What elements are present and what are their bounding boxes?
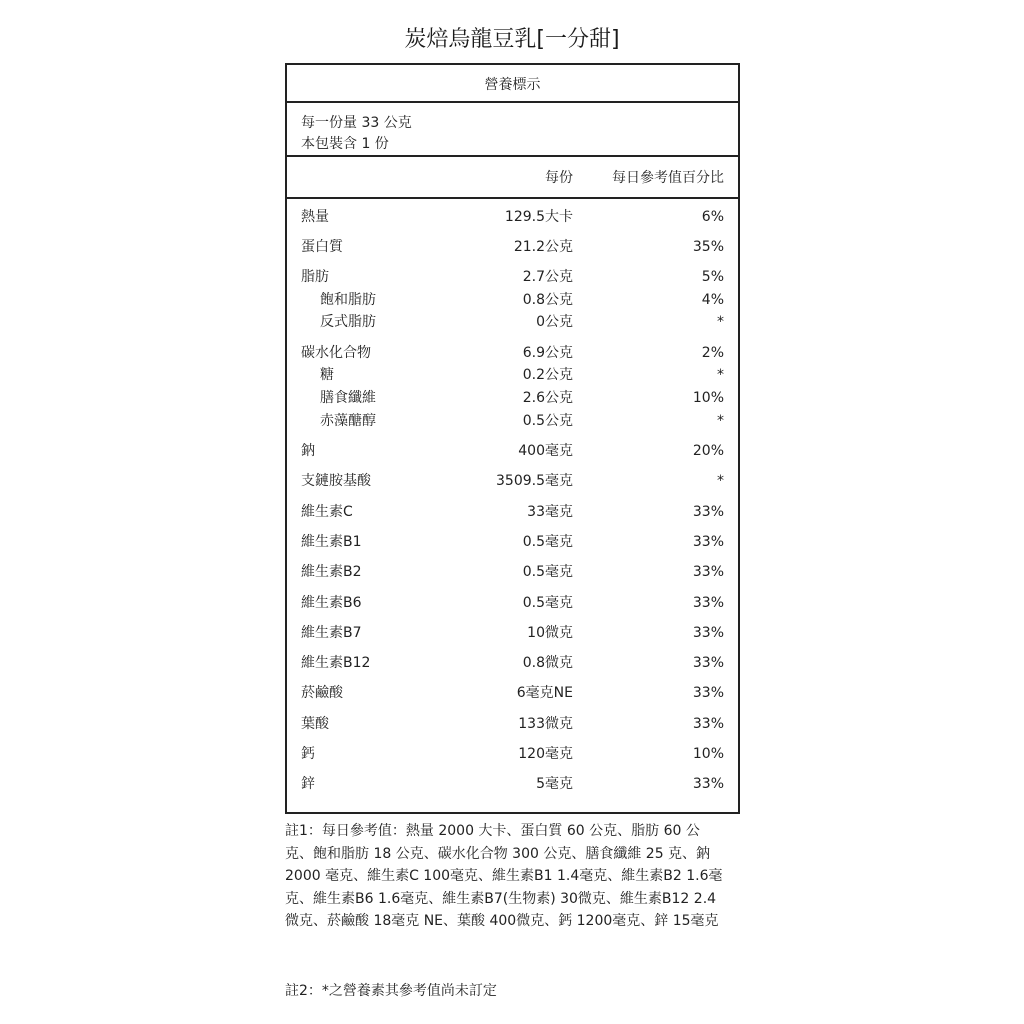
nutrient-daily-pct: 6% [701, 209, 724, 225]
nutrient-amount: 5毫克 [536, 776, 573, 792]
nutrient-row [287, 744, 738, 764]
nutrient-name: 維生素B1 [301, 534, 362, 550]
nutrient-daily-pct: 10% [692, 746, 724, 762]
nutrient-amount: 0.8公克 [522, 292, 573, 308]
nutrient-name: 維生素C [301, 504, 353, 520]
nutrient-daily-pct: 33% [692, 504, 724, 520]
nutrient-row [287, 714, 738, 734]
nutrient-name: 維生素B12 [301, 655, 371, 671]
nutrient-name: 支鏈胺基酸 [301, 473, 371, 489]
nutrition-panel [285, 63, 740, 814]
nutrient-daily-pct: * [717, 314, 724, 330]
nutrient-name: 碳水化合物 [301, 345, 371, 361]
nutrient-name: 反式脂肪 [320, 314, 376, 330]
nutrient-daily-pct: * [717, 367, 724, 383]
nutrient-daily-pct: 33% [692, 625, 724, 641]
nutrient-amount: 6.9公克 [522, 345, 573, 361]
nutrient-daily-pct: 35% [692, 239, 724, 255]
nutrient-amount: 2.6公克 [522, 390, 573, 406]
nutrient-amount: 400毫克 [518, 443, 573, 459]
nutrient-row [287, 623, 738, 643]
footnote-daily-reference: 註1：每日參考值：熱量 2000 大卡、蛋白質 60 公克、脂肪 60 公克、飽和脂肪 18 公克、碳水化合物 300 公克、膳食纖維 25 克、鈉 2000 毫克、維生素C 100毫克、維生素B1 1.4毫克、維生素B2 1.6毫克、維生素B6 1.6毫克、維生素B7(生物素) 30微克、維生素B12 2.4微克、菸鹼酸 18毫克 NE、葉酸 400微克、鈣 1200毫克、鋅 15毫克 [285, 823, 723, 929]
nutrient-amount: 0.8微克 [522, 655, 573, 671]
serving-info [287, 103, 738, 157]
nutrient-row [287, 502, 738, 522]
nutrient-name: 蛋白質 [301, 239, 343, 255]
nutrient-row [287, 365, 738, 385]
nutrient-name: 飽和脂肪 [320, 292, 376, 308]
nutrient-name: 鋅 [301, 776, 315, 792]
nutrient-amount: 3509.5毫克 [496, 473, 573, 489]
nutrient-name: 菸鹼酸 [301, 685, 343, 701]
nutrient-row [287, 653, 738, 673]
nutrient-amount: 133微克 [518, 716, 573, 732]
nutrient-row [287, 683, 738, 703]
product-title: 炭焙烏龍豆乳[一分甜] [404, 27, 620, 52]
nutrient-name: 熱量 [301, 209, 329, 225]
nutrient-amount: 0.5公克 [522, 413, 573, 429]
nutrient-daily-pct: * [717, 473, 724, 489]
nutrient-amount: 120毫克 [518, 746, 573, 762]
nutrient-daily-pct: 33% [692, 534, 724, 550]
nutrient-row [287, 267, 738, 287]
nutrient-daily-pct: 10% [692, 390, 724, 406]
nutrient-name: 葉酸 [301, 716, 329, 732]
nutrient-daily-pct: 2% [701, 345, 724, 361]
nutrient-amount: 0公克 [536, 314, 573, 330]
footnote-not-established: 註2：*之營養素其參考值尚未訂定 [285, 983, 497, 999]
nutrient-row [287, 532, 738, 552]
nutrient-name: 鈣 [301, 746, 315, 762]
nutrient-amount: 0.5毫克 [522, 595, 573, 611]
nutrient-amount: 129.5大卡 [504, 209, 573, 225]
nutrient-row [287, 388, 738, 408]
nutrient-row [287, 237, 738, 257]
nutrient-amount: 0.2公克 [522, 367, 573, 383]
panel-heading: 營養標示 [287, 65, 738, 103]
nutrient-name: 維生素B7 [301, 625, 362, 641]
nutrient-row [287, 593, 738, 613]
nutrient-amount: 33毫克 [527, 504, 573, 520]
nutrient-amount: 21.2公克 [513, 239, 573, 255]
nutrient-daily-pct: 33% [692, 776, 724, 792]
column-headers [287, 157, 738, 199]
per-serving-header: 每份 [545, 170, 573, 186]
servings-per-package: 本包裝含 1 份 [301, 136, 389, 152]
nutrient-row [287, 207, 738, 227]
nutrient-daily-pct: * [717, 413, 724, 429]
nutrient-row [287, 411, 738, 431]
daily-value-header: 每日參考值百分比 [612, 170, 724, 186]
nutrient-amount: 0.5毫克 [522, 534, 573, 550]
nutrient-amount: 0.5毫克 [522, 564, 573, 580]
nutrient-row [287, 471, 738, 491]
serving-size: 每一份量 33 公克 [301, 115, 412, 131]
nutrient-amount: 6毫克NE [516, 685, 573, 701]
nutrient-name: 膳食纖維 [320, 390, 376, 406]
nutrient-amount: 10微克 [527, 625, 573, 641]
nutrient-name: 維生素B2 [301, 564, 362, 580]
nutrient-name: 鈉 [301, 443, 315, 459]
nutrient-daily-pct: 33% [692, 564, 724, 580]
nutrient-row [287, 562, 738, 582]
nutrient-row [287, 774, 738, 794]
nutrient-daily-pct: 33% [692, 685, 724, 701]
nutrient-name: 維生素B6 [301, 595, 362, 611]
nutrient-amount: 2.7公克 [522, 269, 573, 285]
nutrient-daily-pct: 33% [692, 716, 724, 732]
nutrient-daily-pct: 33% [692, 655, 724, 671]
nutrient-daily-pct: 33% [692, 595, 724, 611]
nutrient-name: 脂肪 [301, 269, 329, 285]
nutrient-row [287, 290, 738, 310]
nutrient-row [287, 343, 738, 363]
nutrient-row [287, 441, 738, 461]
nutrient-daily-pct: 5% [701, 269, 724, 285]
nutrient-row [287, 312, 738, 332]
nutrient-daily-pct: 4% [701, 292, 724, 308]
nutrient-name: 赤藻醣醇 [320, 413, 376, 429]
nutrient-name: 糖 [320, 367, 334, 383]
nutrient-daily-pct: 20% [692, 443, 724, 459]
